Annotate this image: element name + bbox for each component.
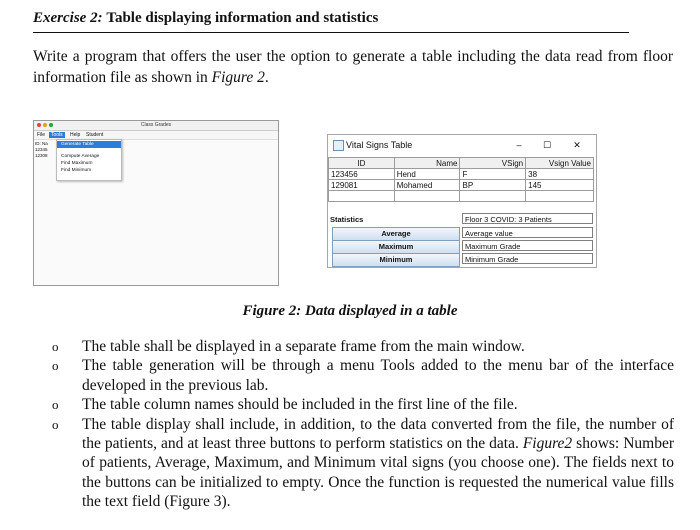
bullet-marker: o (52, 397, 59, 413)
statistics-label: Statistics (330, 215, 364, 224)
side-text-row2: 12308 (35, 153, 48, 158)
table-cell[interactable]: 145 (526, 180, 594, 191)
exercise-label: Exercise 2: (33, 10, 103, 26)
tools-dropdown (56, 139, 122, 181)
vital-signs-title: Vital Signs Table (346, 140, 413, 150)
table-row[interactable] (329, 169, 594, 180)
table-row-empty (329, 191, 594, 202)
zoom-dot-icon[interactable] (49, 123, 53, 127)
menu-help[interactable]: Help (70, 132, 81, 138)
side-text-row1: 12345 (35, 147, 48, 152)
vital-signs-window (327, 134, 597, 268)
bullet-text: The table shall be displayed in a separate frame from the main window. (82, 338, 525, 355)
table-cell[interactable]: 129081 (329, 180, 395, 191)
vital-signs-titlebar (328, 135, 596, 155)
menu-item-find-maximum[interactable]: Find Maximum (61, 161, 93, 166)
list-item (52, 415, 674, 512)
menu-item-find-minimum[interactable]: Find Minimum (61, 168, 92, 173)
exercise-title: Table displaying information and statistics (106, 10, 379, 26)
maximum-button[interactable]: Maximum (332, 240, 460, 254)
statistics-info-field[interactable]: Floor 3 COVID: 3 Patients (462, 213, 593, 224)
column-header-vsign-value[interactable]: Vsign Value (526, 158, 594, 169)
bullet-figure-ref: Figure2 (522, 435, 573, 453)
close-icon[interactable]: ✕ (573, 140, 581, 150)
list-item (52, 356, 674, 395)
exercise-heading (33, 10, 629, 33)
bullet-text: shows: Number of patients, Average, Maximum, and Minimum vital signs (you choose one). The fields next to the buttons can be initialized to empty. Once the function is requested the numerical value fills the text field (Figure 3). (82, 435, 674, 511)
vital-signs-table (328, 157, 594, 202)
average-button[interactable]: Average (332, 227, 460, 241)
table-cell[interactable]: F (460, 169, 526, 180)
intro-text: Write a program that offers the user the option to generate a table including the data read from floor information file as shown in (33, 48, 673, 86)
bullet-text: The table generation will be through a menu Tools added to the menu bar of the interface developed in the previous lab. (82, 357, 674, 394)
table-row[interactable] (329, 180, 594, 191)
column-header-vsign[interactable]: VSign (460, 158, 526, 169)
close-dot-icon[interactable] (37, 123, 41, 127)
column-header-name[interactable]: Name (394, 158, 460, 169)
menu-item-compute-average[interactable]: Compute Average (61, 154, 100, 159)
table-cell[interactable]: 123456 (329, 169, 395, 180)
table-cell[interactable]: BP (460, 180, 526, 191)
intro-figure-ref: Figure 2 (211, 69, 265, 86)
bullet-marker: o (52, 358, 59, 374)
bullet-marker: o (52, 416, 59, 432)
menu-file[interactable]: File (37, 132, 46, 138)
intro-end: . (264, 69, 269, 86)
column-header-id[interactable]: ID (329, 158, 395, 169)
bullet-marker: o (52, 339, 59, 354)
side-text-id: ID: Na (35, 141, 48, 146)
list-item (52, 337, 674, 356)
bullet-text: The table display shall include, in addition, to the data converted from the file, the number of the patients, and at least three buttons to perform statistics on the data. (82, 415, 674, 453)
figure-caption: Figure 2: Data displayed in a table (242, 303, 458, 319)
minimum-field[interactable]: Minimum Grade (462, 253, 593, 264)
table-cell[interactable]: 38 (526, 169, 594, 180)
maximize-icon[interactable]: ☐ (542, 140, 552, 150)
maximum-field[interactable]: Maximum Grade (462, 240, 593, 251)
minimum-button[interactable]: Minimum (332, 253, 460, 267)
average-field[interactable]: Average value (462, 227, 593, 238)
class-grades-title: Class Grades (140, 122, 172, 128)
minimize-icon[interactable]: – (516, 140, 522, 150)
menu-tools[interactable]: Tools (51, 132, 63, 138)
class-grades-titlebar (34, 121, 278, 131)
table-cell[interactable]: Hend (394, 169, 460, 180)
requirements-list (52, 337, 674, 512)
table-cell[interactable]: Mohamed (394, 180, 460, 191)
menu-student[interactable]: Student (86, 132, 104, 138)
class-grades-window (33, 120, 279, 286)
list-item (52, 395, 674, 414)
bullet-text: The table column names should be included in the first line of the file. (82, 396, 518, 414)
minimize-dot-icon[interactable] (43, 123, 47, 127)
table-header-row (329, 158, 594, 169)
menu-item-generate-table[interactable]: Generate Table (57, 141, 121, 148)
intro-paragraph (33, 46, 673, 88)
window-app-icon (333, 140, 344, 151)
